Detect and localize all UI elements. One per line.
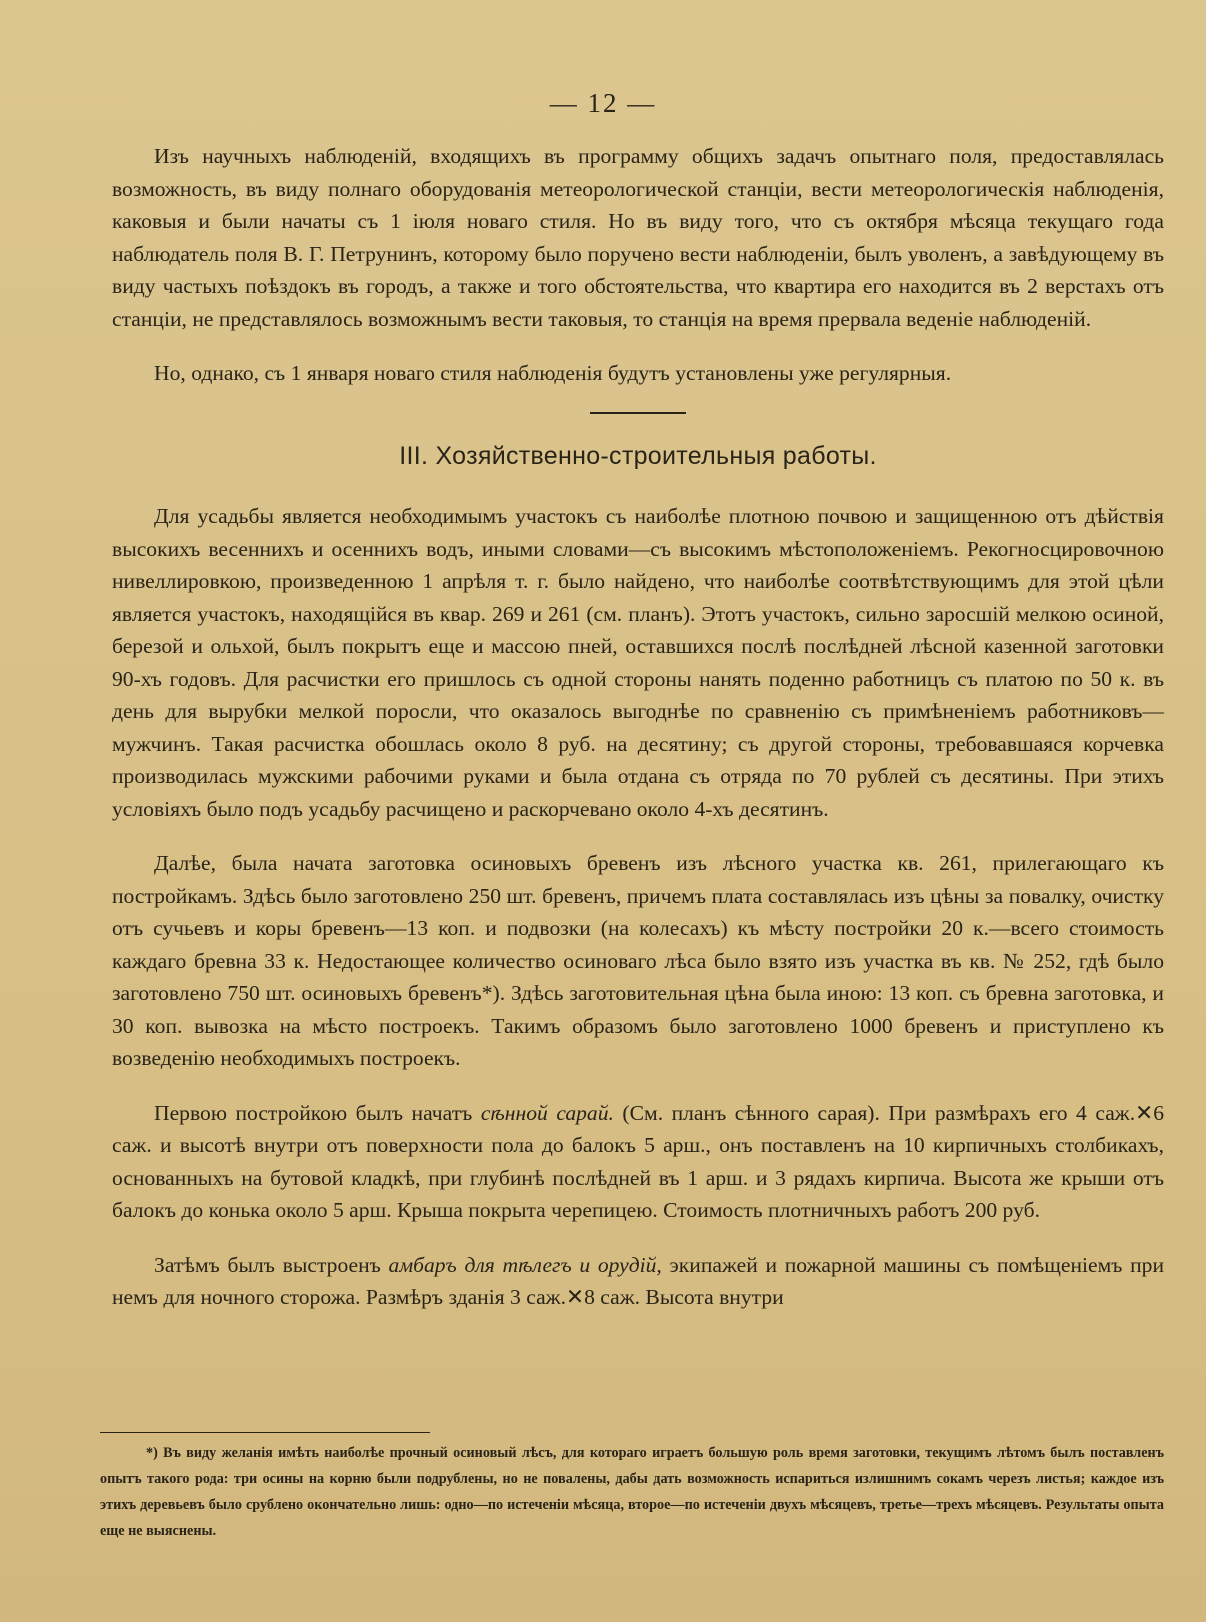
hay-barn-emphasis: сѣнной сарай. bbox=[480, 1100, 614, 1125]
footnote: *) Въ виду желанія имѣть наиболѣе прочный осиновый лѣсъ, для котораго играетъ большую роль время заготовки, текущимъ лѣтомъ былъ поставленъ опытъ такого рода: три осины на корню были подрублены, но не повалены, дабы дать возможность испариться излишнимъ сокамъ черезъ листья; каждое изъ этихъ деревьевъ было срублено окончательно лишь: одно—по истеченіи мѣсяца, второе—по истеченіи двухъ мѣсяцевъ, третье—трехъ мѣсяцевъ. Результаты опыта еще не выяснены. bbox=[100, 1445, 1164, 1539]
main-text bbox=[112, 140, 1164, 1336]
section-heading: III. Хозяйственно-строительныя работы. bbox=[399, 441, 877, 470]
granary-text-a: Затѣмъ былъ выстроенъ bbox=[154, 1252, 389, 1277]
hay-barn-text-a: Первою постройкою былъ начатъ bbox=[154, 1100, 481, 1125]
paragraph-meteorology: Изъ научныхъ наблюденій, входящихъ въ программу общихъ задачъ опытнаго поля, предоставлялась возможность, въ виду полнаго оборудованія метеорологической станціи, вести метеорологическія наблюденія, каковыя и были начаты съ 1 іюля новаго стиля. Но въ виду того, что съ октября мѣсяца текущаго года наблюдатель поля В. Г. Петрунинъ, которому было поручено вести наблюденіи, былъ уволенъ, а завѣдующему въ виду частыхъ поѣздокъ въ городъ, а также и того обстоятельства, что квартира его находится въ 2 верстахъ отъ станціи, не представлялось возможнымъ вести таковыя, то станція на время прервала веденіе наблюденій. bbox=[112, 144, 1164, 331]
section-divider bbox=[590, 412, 686, 414]
paragraph-hay-barn bbox=[112, 1097, 1164, 1227]
granary-text-b: экипажей и пожарной машины съ помѣщеніемъ при немъ для ночного сторожа. Размѣръ зданія 3 саж.✕8 саж. Высота внутри bbox=[112, 1252, 1165, 1309]
paragraph-timber: Далѣе, была начата заготовка осиновыхъ бревенъ изъ лѣсного участка кв. 261, прилегающаго къ постройкамъ. Здѣсь было заготовлено 250 шт. бревенъ, причемъ плата составлялась изъ цѣны за повалку, очистку отъ сучьевъ и коры бревенъ—13 коп. и подвозки (на колесахъ) къ мѣсту постройки 20 к.—всего стоимость каждаго бревна 33 к. Недостающее количество осиноваго лѣса было взято изъ участка въ кв. № 252, гдѣ было заготовлено 750 шт. осиновыхъ бревенъ*). Здѣсь заготовительная цѣна была иною: 13 коп. съ бревна заготовка, и 30 коп. вывозка на мѣсто построекъ. Такимъ образомъ было заготовлено 1000 бревенъ и приступлено къ возведенію необходимыхъ построекъ. bbox=[112, 851, 1164, 1070]
granary-emphasis: амбаръ для тѣлегъ и орудій, bbox=[388, 1252, 662, 1277]
paragraph-granary bbox=[112, 1249, 1164, 1314]
paragraph-regular-observations: Но, однако, съ 1 января новаго стиля наблюденія будутъ установлены уже регулярныя. bbox=[154, 361, 952, 385]
footnote-divider bbox=[100, 1432, 430, 1433]
hay-barn-text-b: (См. планъ сѣнного сарая). При размѣрахъ его 4 саж.✕6 саж. и высотѣ внутри отъ поверхности пола до балокъ 5 арш., онъ поставленъ на 10 кирпичныхъ столбикахъ, основанныхъ на бутовой кладкѣ, при глубинѣ послѣдней въ 1 арш. и 3 рядахъ кирпича. Высота же крыши отъ балокъ до конька около 5 арш. Крыша покрыта черепицею. Стоимость плотничныхъ работъ 200 руб. bbox=[112, 1100, 1164, 1222]
page-number: — 12 — bbox=[549, 88, 657, 118]
paragraph-estate-site: Для усадьбы является необходимымъ участокъ съ наиболѣе плотною почвою и защищенною отъ дѣйствія высокихъ весеннихъ и осеннихъ водъ, иными словами—съ высокимъ мѣстоположеніемъ. Рекогносцировочною нивеллировкою, произведенною 1 апрѣля т. г. было найдено, что наиболѣе соотвѣтствующимъ для этой цѣли является участокъ, находящійся въ квар. 269 и 261 (см. планъ). Этотъ участокъ, сильно заросшій мелкою осиной, березой и ольхой, былъ покрытъ еще и массою пней, оставшихся послѣ послѣдней лѣсной казенной заготовки 90-хъ годовъ. Для расчистки его пришлось съ одной стороны нанять поденно работницъ съ платою по 50 к. въ день для вырубки мелкой поросли, что оказалось выгоднѣе по сравненію съ примѣненіемъ работниковъ—мужчинъ. Такая расчистка обошлась около 8 руб. на десятину; съ другой стороны, требовавшаяся корчевка производилась мужскими рабочими руками и была отдана съ отряда по 70 рублей съ десятины. При этихъ условіяхъ было подъ усадьбу расчищено и раскорчевано около 4-хъ десятинъ. bbox=[112, 504, 1164, 821]
